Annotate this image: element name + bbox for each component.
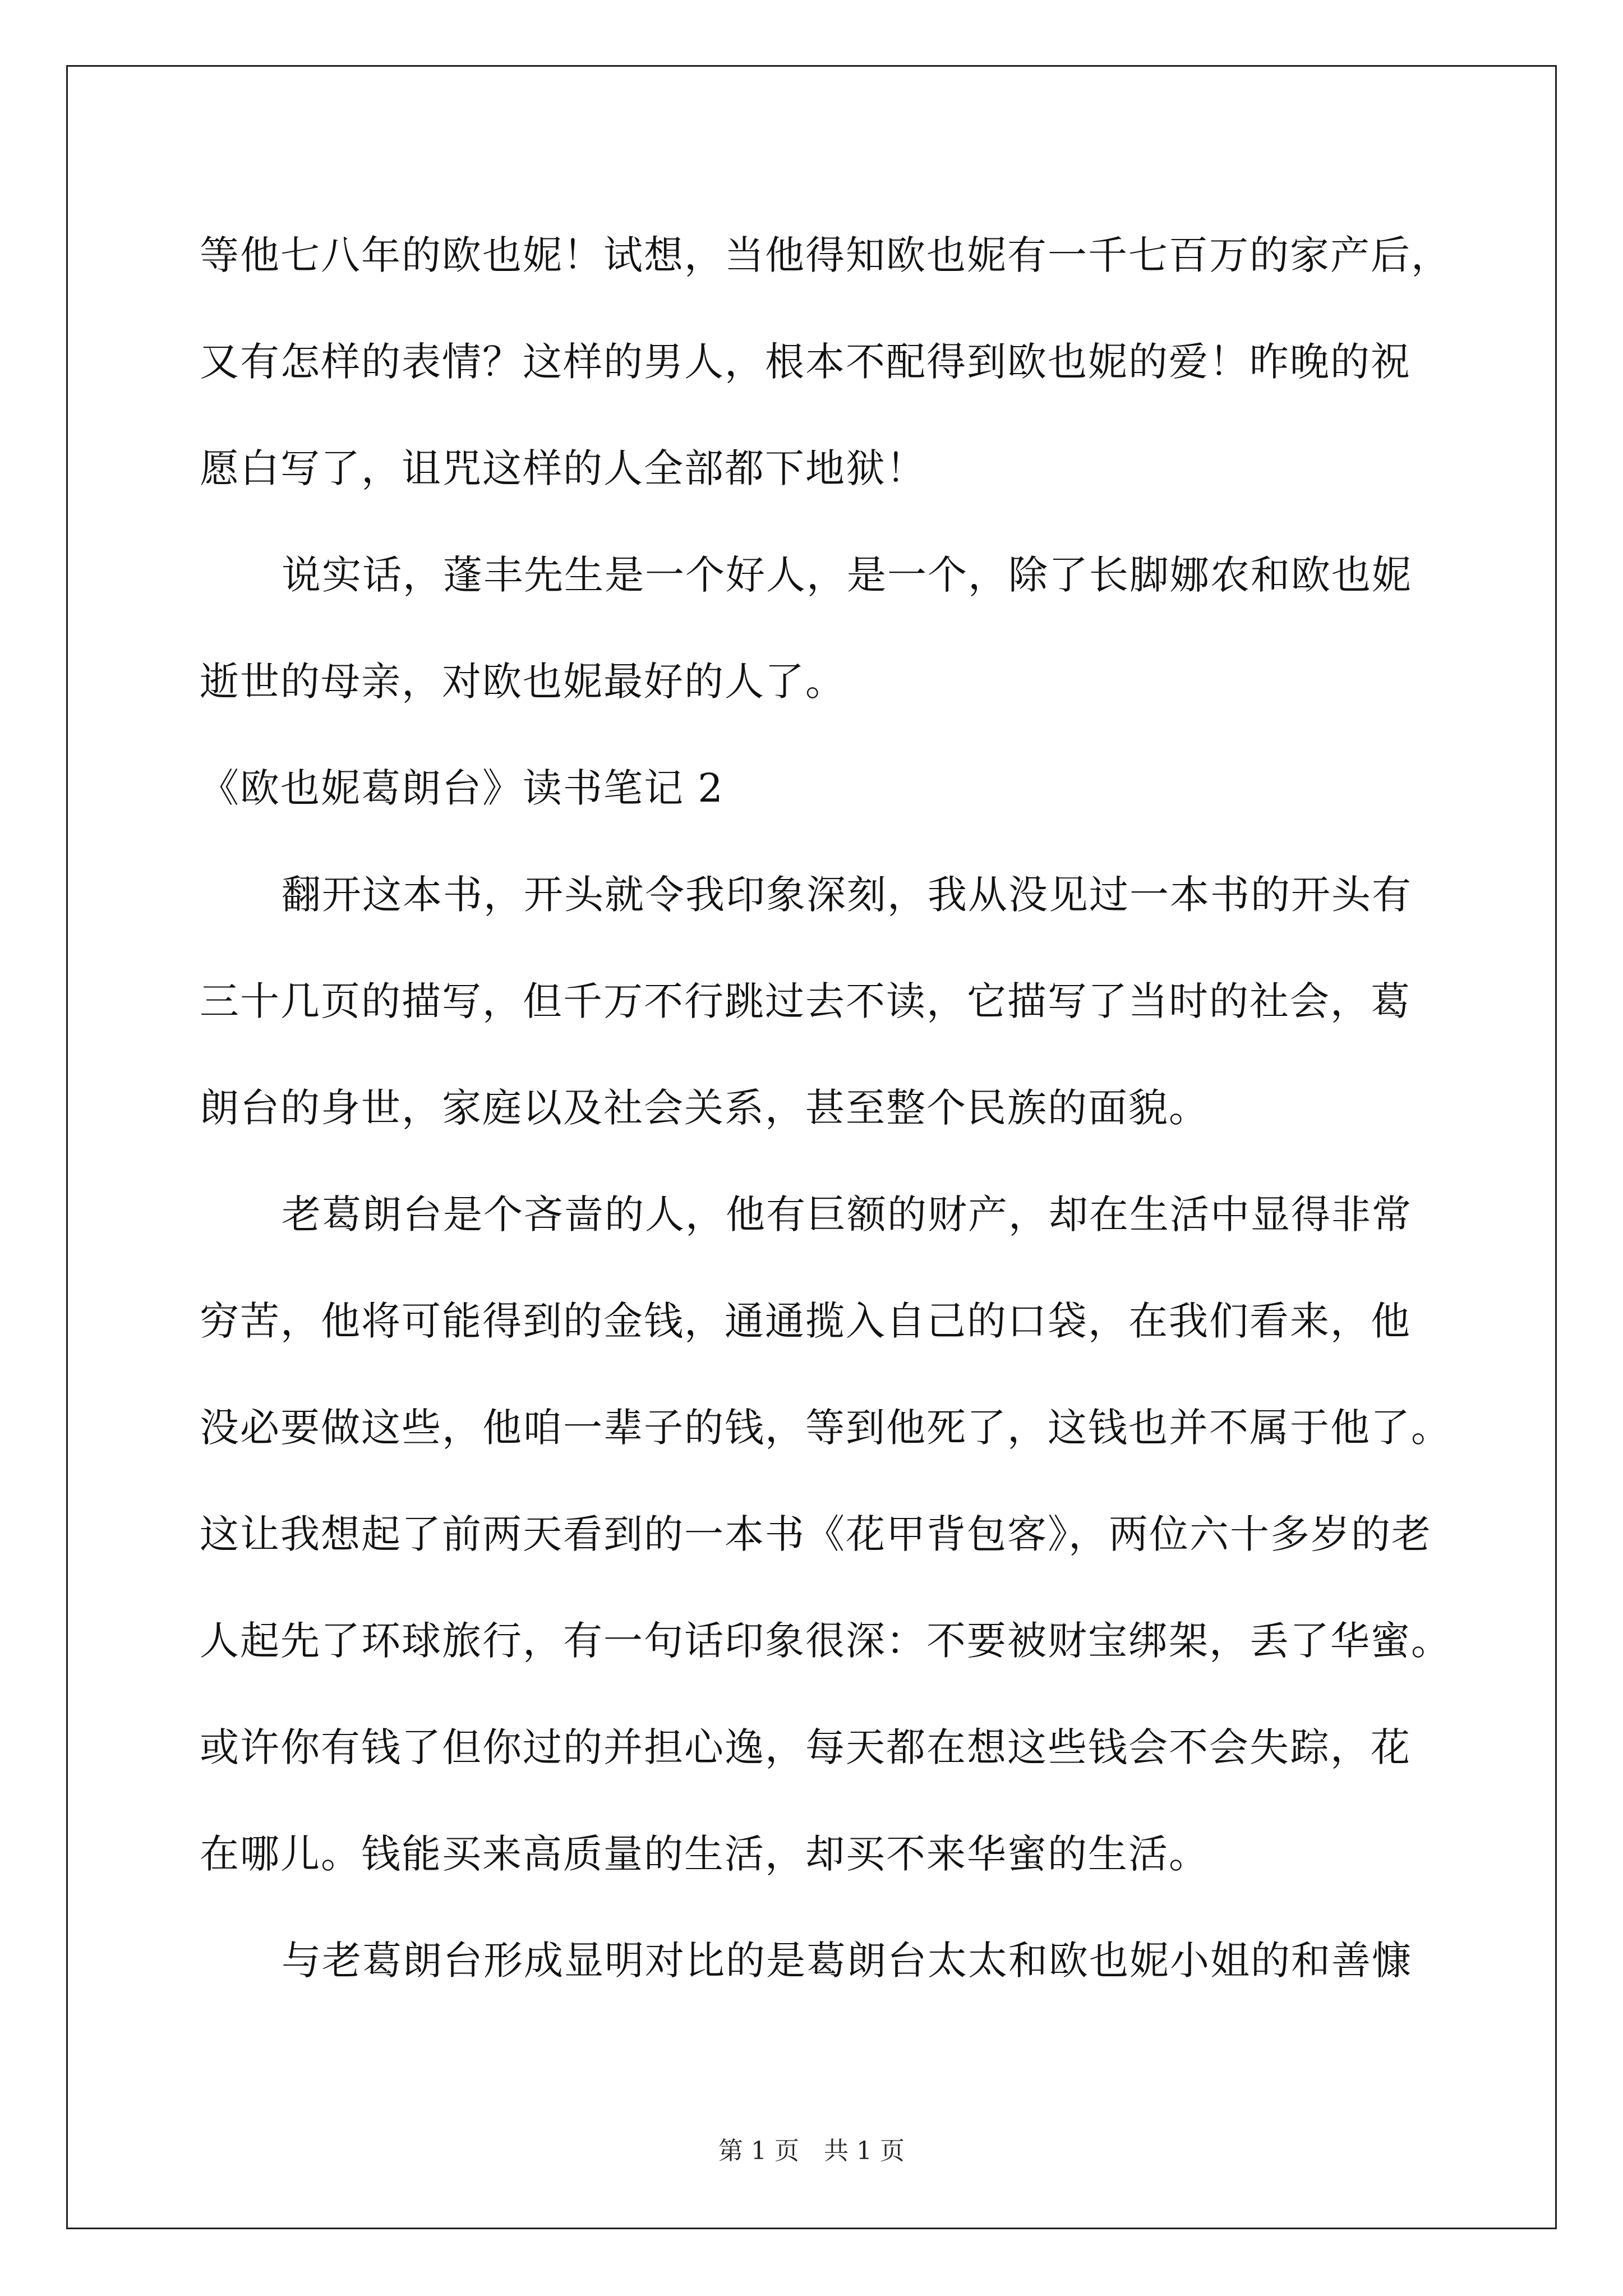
text-line: 逝世的母亲，对欧也妮最好的人了。	[200, 659, 846, 705]
text-line: 翻开这本书，开头就令我印象深刻，我从没见过一本书的开头有	[282, 872, 1412, 918]
section-heading: 《欧也妮葛朗台》读书笔记 2	[200, 765, 724, 811]
text-line: 这让我想起了前两天看到的一本书《花甲背包客》，两位六十多岁的老	[200, 1511, 1432, 1557]
text-line: 没必要做这些，他咱一辈子的钱，等到他死了，这钱也并不属于他了。	[200, 1405, 1451, 1451]
text-line: 与老葛朗台形成显明对比的是葛朗台太太和欧也妮小姐的和善慷	[282, 1938, 1412, 1984]
text-line: 老葛朗台是个吝啬的人，他有巨额的财产，却在生活中显得非常	[282, 1191, 1412, 1237]
text-line: 或许你有钱了但你过的并担心逸，每天都在想这些钱会不会失踪，花	[200, 1724, 1411, 1770]
text-line: 说实话，蓬丰先生是一个好人，是一个，除了长脚娜农和欧也妮	[282, 552, 1412, 598]
document-body	[200, 202, 1456, 2014]
page-number-footer: 第 1 页 共 1 页	[718, 2137, 905, 2165]
text-line: 朗台的身世，家庭以及社会关系，甚至整个民族的面貌。	[200, 1085, 1209, 1131]
text-line: 人起先了环球旅行，有一句话印象很深：不要被财宝绑架，丢了华蜜。	[200, 1618, 1451, 1664]
text-line: 在哪儿。钱能买来高质量的生活，却买不来华蜜的生活。	[200, 1831, 1209, 1877]
text-line: 穷苦，他将可能得到的金钱，通通揽入自己的口袋，在我们看来，他	[200, 1298, 1411, 1344]
text-line: 又有怎样的表情？这样的男人，根本不配得到欧也妮的爱！昨晚的祝	[200, 339, 1411, 385]
text-line: 三十几页的描写，但千万不行跳过去不读，它描写了当时的社会，葛	[200, 978, 1411, 1024]
text-line: 愿白写了，诅咒这样的人全部都下地狱！	[200, 445, 926, 491]
text-line: 等他七八年的欧也妮！试想，当他得知欧也妮有一千七百万的家产后，	[200, 232, 1451, 278]
